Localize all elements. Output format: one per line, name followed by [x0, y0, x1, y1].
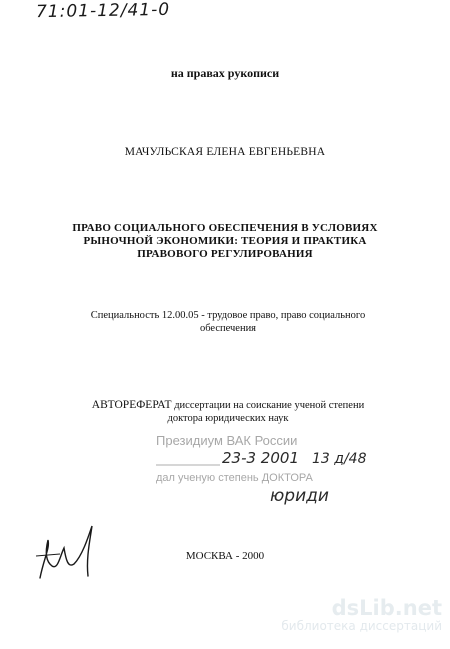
watermark-subtitle: библиотека диссертаций: [281, 619, 442, 633]
title-line: РЫНОЧНОЙ ЭКОНОМИКИ: ТЕОРИЯ И ПРАКТИКА: [83, 235, 367, 247]
thesis-title: [60, 222, 390, 261]
stamp-number: 13 д/48: [312, 451, 367, 467]
specialty-line: Специальность 12.00.05 - трудовое право, право социального: [90, 310, 366, 321]
title-line: ПРАВО СОЦИАЛЬНОГО ОБЕСПЕЧЕНИЯ В УСЛОВИЯХ: [72, 222, 378, 234]
vak-stamp: [150, 425, 400, 505]
stamp-line-3: дал ученую степень ДОКТОРА: [156, 472, 313, 484]
stamp-graphic: [150, 425, 400, 505]
watermark-logo: dsLib.net: [331, 596, 442, 620]
stamp-line-1: Президиум ВАК России: [156, 433, 298, 448]
stamp-date: 23-3 2001: [222, 449, 299, 467]
specialty-line: обеспечения: [199, 323, 257, 334]
abstract-rest: диссертации на соискание ученой степени: [171, 400, 365, 411]
rights-note: на правах рукописи: [170, 66, 280, 80]
abstract-line-1: [58, 399, 398, 412]
author-name: МАЧУЛЬСКАЯ ЕЛЕНА ЕВГЕНЬЕВНА: [124, 146, 326, 158]
title-line: ПРАВОВОГО РЕГУЛИРОВАНИЯ: [137, 248, 313, 260]
site-watermark: [281, 597, 442, 633]
abstract-lead: АВТОРЕФЕРАТ: [91, 399, 172, 411]
abstract-description: [58, 399, 398, 425]
specialty: [58, 309, 398, 335]
abstract-line-2: доктора юридических наук: [167, 413, 289, 424]
stamp-handwritten: юриди: [270, 486, 329, 505]
handwritten-catalog-number: 71:01-12/41-0: [35, 0, 171, 23]
city-year: МОСКВА - 2000: [185, 550, 265, 562]
